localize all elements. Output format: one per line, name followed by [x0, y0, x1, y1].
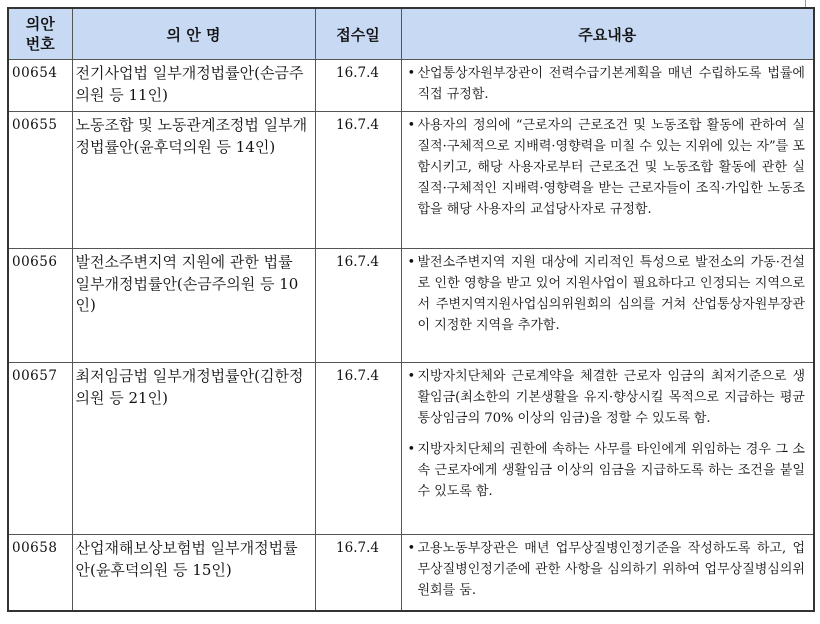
- header-main-content: 주요내용: [401, 8, 814, 60]
- header-row: [8, 8, 814, 60]
- content-item: [408, 538, 806, 601]
- bill-number: 00656: [8, 249, 72, 363]
- content-item: [408, 252, 806, 336]
- bill-number: 00657: [8, 363, 72, 535]
- bullet-icon: •: [407, 66, 416, 81]
- receipt-date: 16.7.4: [315, 535, 401, 611]
- bullet-icon: •: [407, 255, 416, 270]
- bill-title: 산업재해보상보험법 일부개정법률안(윤후덕의원 등 15인): [72, 535, 315, 611]
- header-receipt-date: 접수일: [315, 8, 401, 60]
- header-bill-title: 의 안 명: [72, 8, 315, 60]
- content-item: [408, 439, 806, 502]
- main-content: [401, 60, 814, 112]
- bullet-icon: •: [407, 369, 416, 384]
- content-item-text: 지방자치단체의 권한에 속하는 사무를 타인에게 위임하는 경우 그 소속 근로자에게 생활임금 이상의 임금을 지급하도록 하는 조건을 붙일 수 있도록 함.: [417, 442, 805, 499]
- bill-title: 노동조합 및 노동관계조정법 일부개정법률안(윤후덕의원 등 14인): [72, 112, 315, 249]
- bullet-icon: •: [407, 541, 416, 556]
- table-row: [8, 363, 814, 535]
- content-item-text: 사용자의 정의에 “근로자의 근로조건 및 노동조합 활동에 관하여 실질적·구체적으로 지배력·영향력을 미칠 수 있는 지위에 있는 자”를 포함시키고, 해당 사용자로부터 근로조건 및 노동조합 활동에 관한 실질적·구체적인 지배력·영향력을 받는 근로자들이 조직·가입한 노동조합을 해당 사용자의 교섭당사자로 규정함.: [417, 118, 805, 217]
- header-bill-number-line2: 번호: [25, 35, 55, 53]
- header-bill-number: [8, 8, 72, 60]
- main-content: [401, 112, 814, 249]
- main-content: [401, 249, 814, 363]
- content-item-text: 발전소주변지역 지원 대상에 지리적인 특성으로 발전소의 가동·건설로 인한 영향을 받고 있어 지원사업이 필요하다고 인정되는 지역으로서 주변지역지원사업심의위원회의 심의를 거쳐 산업통상자원부장관이 지정한 지역을 추가함.: [417, 255, 805, 333]
- main-content: [401, 363, 814, 535]
- bill-number: 00654: [8, 60, 72, 112]
- bill-number: 00655: [8, 112, 72, 249]
- content-item-text: 고용노동부장관은 매년 업무상질병인정기준을 작성하도록 하고, 업무상질병인정기준에 관한 사항을 심의하기 위하여 업무상질병심의위원회를 둠.: [417, 541, 805, 598]
- content-item-text: 지방자치단체와 근로계약을 체결한 근로자 임금의 최저기준으로 생활임금(최소한의 기본생활을 유지·향상시킬 목적으로 지급하는 평균 통상임금의 70% 이상의 임금)을 정할 수 있도록 함.: [417, 369, 805, 426]
- page-edge-mark: [805, 0, 806, 7]
- receipt-date: 16.7.4: [315, 249, 401, 363]
- content-item-text: 산업통상자원부장관이 전력수급기본계획을 매년 수립하도록 법률에 직접 규정함.: [417, 66, 805, 102]
- bill-number: 00658: [8, 535, 72, 611]
- receipt-date: 16.7.4: [315, 112, 401, 249]
- bill-title: 전기사업법 일부개정법률안(손금주의원 등 11인): [72, 60, 315, 112]
- bullet-icon: •: [407, 118, 416, 133]
- table-row: [8, 249, 814, 363]
- table-body: [8, 60, 814, 611]
- bullet-icon: •: [407, 442, 416, 457]
- content-item: [408, 63, 806, 105]
- table-row: [8, 535, 814, 611]
- bill-table: [7, 7, 815, 612]
- receipt-date: 16.7.4: [315, 363, 401, 535]
- receipt-date: 16.7.4: [315, 60, 401, 112]
- table-row: [8, 60, 814, 112]
- bill-title: 발전소주변지역 지원에 관한 법률 일부개정법률안(손금주의원 등 10인): [72, 249, 315, 363]
- content-item: [408, 115, 806, 220]
- bill-title: 최저임금법 일부개정법률안(김한정의원 등 21인): [72, 363, 315, 535]
- content-item: [408, 366, 806, 429]
- header-bill-number-line1: 의안: [25, 15, 55, 33]
- table-row: [8, 112, 814, 249]
- main-content: [401, 535, 814, 611]
